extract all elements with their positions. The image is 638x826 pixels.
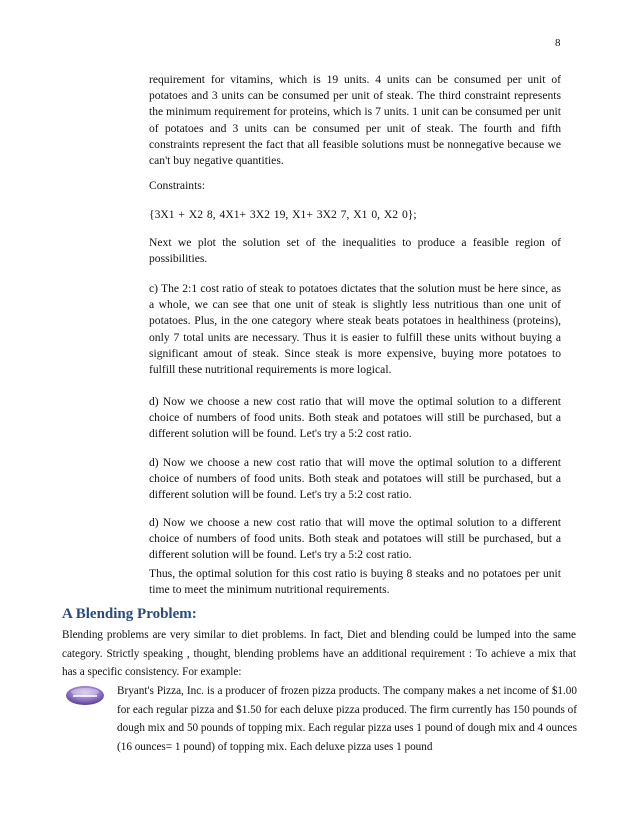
- paragraph-part-d-2: d) Now we choose a new cost ratio that will move the optimal solution to a different choice of numbers of food units. Both steak and potatoes will still be purchased, but a different solution will be found. Let's try a 5:2 cost ratio.: [149, 456, 561, 502]
- oval-bullet-icon: [65, 685, 105, 706]
- paragraph-optimal-solution: Thus, the optimal solution for this cost ratio is buying 8 steaks and no potatoes per unit time to meet the minimum nutritional requirements.: [149, 567, 561, 597]
- paragraph-text: requirement for vitamins, which is 19 units. 4 units can be consumed per unit of potatoes and 3 units can be consumed per unit of steak. The third constraint represents the minimum requirement for proteins, which is 7 units. 1 unit can be consumed per unit of potatoes and 3 units can be consumed per unit of steak. The fourth and fifth constraints represent the fact that all feasible solutions must be nonnegative because we can't buy negative quantities.: [149, 73, 561, 168]
- section-heading: A Blending Problem:: [62, 606, 197, 622]
- paragraph-part-d-1: d) Now we choose a new cost ratio that will move the optimal solution to a different choice of numbers of food units. Both steak and potatoes will still be purchased, but a different solution will be found. Let's try a 5:2 cost ratio.: [149, 395, 561, 441]
- paragraph-vitamins-constraints: [149, 72, 561, 169]
- constraints-label: Constraints:: [149, 179, 206, 192]
- page-number: 8: [555, 37, 561, 49]
- paragraph-part-c: c) The 2:1 cost ratio of steak to potatoes dictates that the solution must be here since, as a whole, we can see that one unit of steak is slightly less nutritious than one unit of potatoes. Plus, in the one category where steak beats potatoes in healthiness (proteins), only 7 total units are necessary. Thus it is easier to fulfill these units without buying a significant amout of steak. Since steak is more expensive, buying more potatoes to fulfill these nutritional requirements is more logical.: [149, 282, 561, 377]
- paragraph-bryants-pizza: Bryant's Pizza, Inc. is a producer of frozen pizza products. The company makes a net income of $1.00 for each regular pizza and $1.50 for each deluxe pizza produced. The firm currently has 150 pounds of dough mix and 50 pounds of topping mix. Each regular pizza uses 1 pound of dough mix and 4 ounces (16 ounces= 1 pound) of topping mix. Each deluxe pizza uses 1 pound: [117, 685, 577, 754]
- paragraph-blending: Blending problems are very similar to diet problems. In fact, Diet and blending could be lumped into the same category. Strictly speaking , thought, blending problems have an additional requirement : To achieve a mix that has a specific consistency. For example:: [62, 629, 576, 679]
- paragraph-plot: Next we plot the solution set of the inequalities to produce a feasible region of possibilities.: [149, 236, 561, 266]
- paragraph-part-d-3: d) Now we choose a new cost ratio that will move the optimal solution to a different choice of numbers of food units. Both steak and potatoes will still be purchased, but a different solution will be found. Let's try a 5:2 cost ratio.: [149, 516, 561, 562]
- constraints-formula: {3X1 + X2 8, 4X1+ 3X2 19, X1+ 3X2 7, X1 0, X2 0};: [149, 208, 417, 221]
